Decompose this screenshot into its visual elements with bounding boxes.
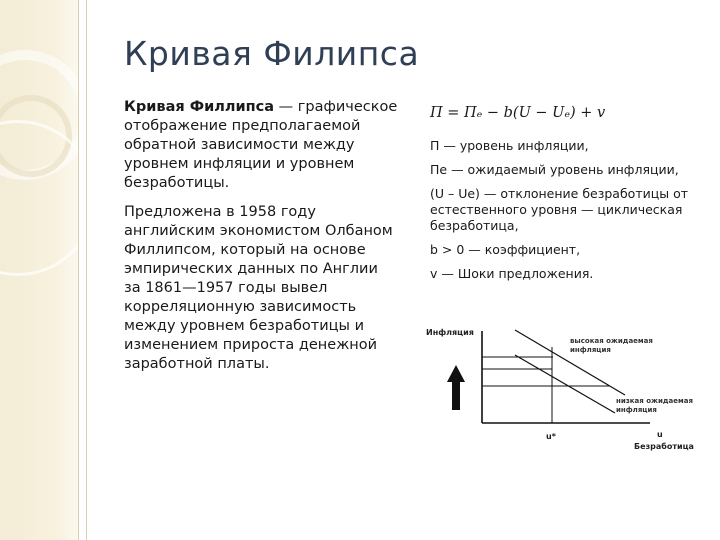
legend-line: П — уровень инфляции, [430,138,589,153]
phillips-curve-diagram [420,325,710,460]
term: Кривая Филлипса [124,99,275,115]
low-curve-label: низкая ожидаемая [616,397,693,405]
slide-title: Кривая Филипса [124,34,420,73]
legend-line: (U – Ue) — отклонение безработицы от естественного уровня — циклическая безработица, [430,186,689,233]
low-curve-label: инфляция [616,406,657,414]
decorative-ring [0,120,78,276]
y-axis-label: Инфляция [426,328,474,337]
natural-rate-label: u* [546,432,556,441]
divider-line [86,0,87,540]
decorative-side-band [0,0,78,540]
low-expected-inflation-curve [515,355,615,413]
divider-line [78,0,79,540]
phillips-formula: Π = Πₑ − b(U − Uₑ) + v [430,105,606,121]
legend-line: v — Шоки предложения. [430,266,594,281]
x-axis-variable: u [657,430,663,439]
high-curve-label: инфляция [570,346,611,354]
history-paragraph: Предложена в 1958 году английским экономистом Олбаном Филлипсом, который на основе эмпирических данных по Англии за 1861—1957 годы вывел корреляционную зависимость между уровнем безработицы и изменением прироста денежной заработной платы. [124,204,393,372]
formula-legend [430,138,700,290]
up-arrow-icon-head [447,365,465,382]
left-text-block [124,98,399,384]
up-arrow-icon [452,380,460,410]
high-curve-label: высокая ожидаемая [570,337,653,345]
x-axis-label: Безработица [634,442,694,451]
legend-line: b > 0 — коэффициент, [430,242,581,257]
definition-paragraph [124,98,399,193]
definition-text: — графическое отображение предполагаемой обратной зависимости между уровнем инфляции и уровнем безработицы. [124,99,398,191]
legend-line: Пе — ожидаемый уровень инфляции, [430,162,679,177]
